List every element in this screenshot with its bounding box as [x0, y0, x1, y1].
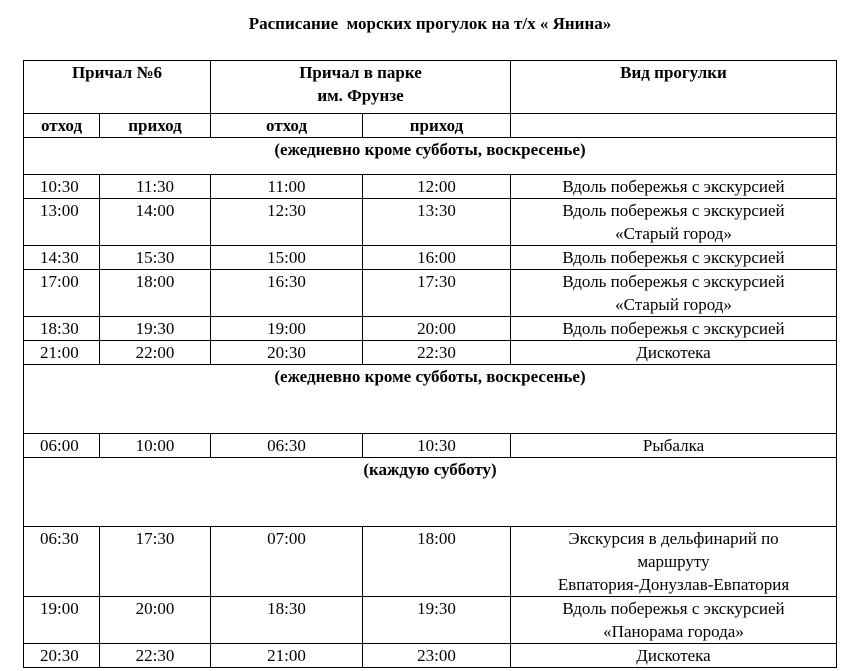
table-row — [24, 317, 837, 341]
walk-type-cell: Экскурсия в дельфинарий по маршруту Евпатория-Донузлав-Евпатория — [511, 527, 837, 597]
table-row — [24, 270, 837, 317]
park-arrive-cell: 17:30 — [363, 270, 511, 317]
walk-type-cell: Вдоль побережья с экскурсией «Старый город» — [511, 199, 837, 246]
pier6-depart-cell: 21:00 — [24, 341, 100, 365]
pier6-depart-cell: 10:30 — [24, 175, 100, 199]
section-label: (каждую субботу) — [24, 458, 837, 527]
header-arrive: приход — [363, 114, 511, 138]
header-arrive: приход — [100, 114, 211, 138]
park-arrive-cell: 23:00 — [363, 644, 511, 668]
pier6-arrive-cell: 15:30 — [100, 246, 211, 270]
pier6-depart-cell: 13:00 — [24, 199, 100, 246]
header-row — [24, 61, 837, 114]
park-arrive-cell: 12:00 — [363, 175, 511, 199]
park-depart-cell: 15:00 — [211, 246, 363, 270]
walk-type-cell: Вдоль побережья с экскурсией «Панорама города» — [511, 597, 837, 644]
park-depart-cell: 18:30 — [211, 597, 363, 644]
pier6-depart-cell: 19:00 — [24, 597, 100, 644]
table-row — [24, 175, 837, 199]
section-row — [24, 365, 837, 434]
pier6-depart-cell: 06:00 — [24, 434, 100, 458]
walk-type-cell: Дискотека — [511, 341, 837, 365]
park-arrive-cell: 13:30 — [363, 199, 511, 246]
pier6-arrive-cell: 18:00 — [100, 270, 211, 317]
section-label: (ежедневно кроме субботы, воскресенье) — [24, 138, 837, 175]
subheader-row — [24, 114, 837, 138]
pier6-arrive-cell: 20:00 — [100, 597, 211, 644]
table-row — [24, 246, 837, 270]
pier6-arrive-cell: 17:30 — [100, 527, 211, 597]
walk-type-cell: Дискотека — [511, 644, 837, 668]
table-row — [24, 434, 837, 458]
walk-type-cell: Рыбалка — [511, 434, 837, 458]
park-depart-cell: 16:30 — [211, 270, 363, 317]
pier6-depart-cell: 18:30 — [24, 317, 100, 341]
table-row — [24, 597, 837, 644]
park-arrive-cell: 22:30 — [363, 341, 511, 365]
pier6-arrive-cell: 10:00 — [100, 434, 211, 458]
pier6-depart-cell: 20:30 — [24, 644, 100, 668]
park-arrive-cell: 19:30 — [363, 597, 511, 644]
park-depart-cell: 20:30 — [211, 341, 363, 365]
park-depart-cell: 21:00 — [211, 644, 363, 668]
page-title: Расписание морских прогулок на т/х « Янина» — [248, 14, 612, 33]
header-pier-park: Причал в парке им. Фрунзе — [211, 61, 511, 114]
table-row — [24, 199, 837, 246]
pier6-depart-cell: 06:30 — [24, 527, 100, 597]
section-row — [24, 458, 837, 527]
park-arrive-cell: 10:30 — [363, 434, 511, 458]
walk-type-cell: Вдоль побережья с экскурсией — [511, 175, 837, 199]
park-depart-cell: 19:00 — [211, 317, 363, 341]
park-arrive-cell: 18:00 — [363, 527, 511, 597]
pier6-arrive-cell: 14:00 — [100, 199, 211, 246]
walk-type-cell: Вдоль побережья с экскурсией — [511, 317, 837, 341]
walk-type-cell: Вдоль побережья с экскурсией «Старый город» — [511, 270, 837, 317]
table-row — [24, 644, 837, 668]
park-depart-cell: 12:30 — [211, 199, 363, 246]
section-label: (ежедневно кроме субботы, воскресенье) — [24, 365, 837, 434]
pier6-arrive-cell: 22:00 — [100, 341, 211, 365]
park-depart-cell: 11:00 — [211, 175, 363, 199]
park-depart-cell: 07:00 — [211, 527, 363, 597]
park-arrive-cell: 20:00 — [363, 317, 511, 341]
park-depart-cell: 06:30 — [211, 434, 363, 458]
pier6-depart-cell: 17:00 — [24, 270, 100, 317]
header-empty — [511, 114, 837, 138]
header-pier6: Причал №6 — [24, 61, 211, 114]
pier6-arrive-cell: 11:30 — [100, 175, 211, 199]
table-row — [24, 341, 837, 365]
park-arrive-cell: 16:00 — [363, 246, 511, 270]
header-depart: отход — [211, 114, 363, 138]
header-depart: отход — [24, 114, 100, 138]
table-row — [24, 527, 837, 597]
schedule-table — [23, 60, 837, 668]
walk-type-cell: Вдоль побережья с экскурсией — [511, 246, 837, 270]
pier6-arrive-cell: 19:30 — [100, 317, 211, 341]
pier6-depart-cell: 14:30 — [24, 246, 100, 270]
header-walk-type: Вид прогулки — [511, 61, 837, 114]
section-row — [24, 138, 837, 175]
pier6-arrive-cell: 22:30 — [100, 644, 211, 668]
